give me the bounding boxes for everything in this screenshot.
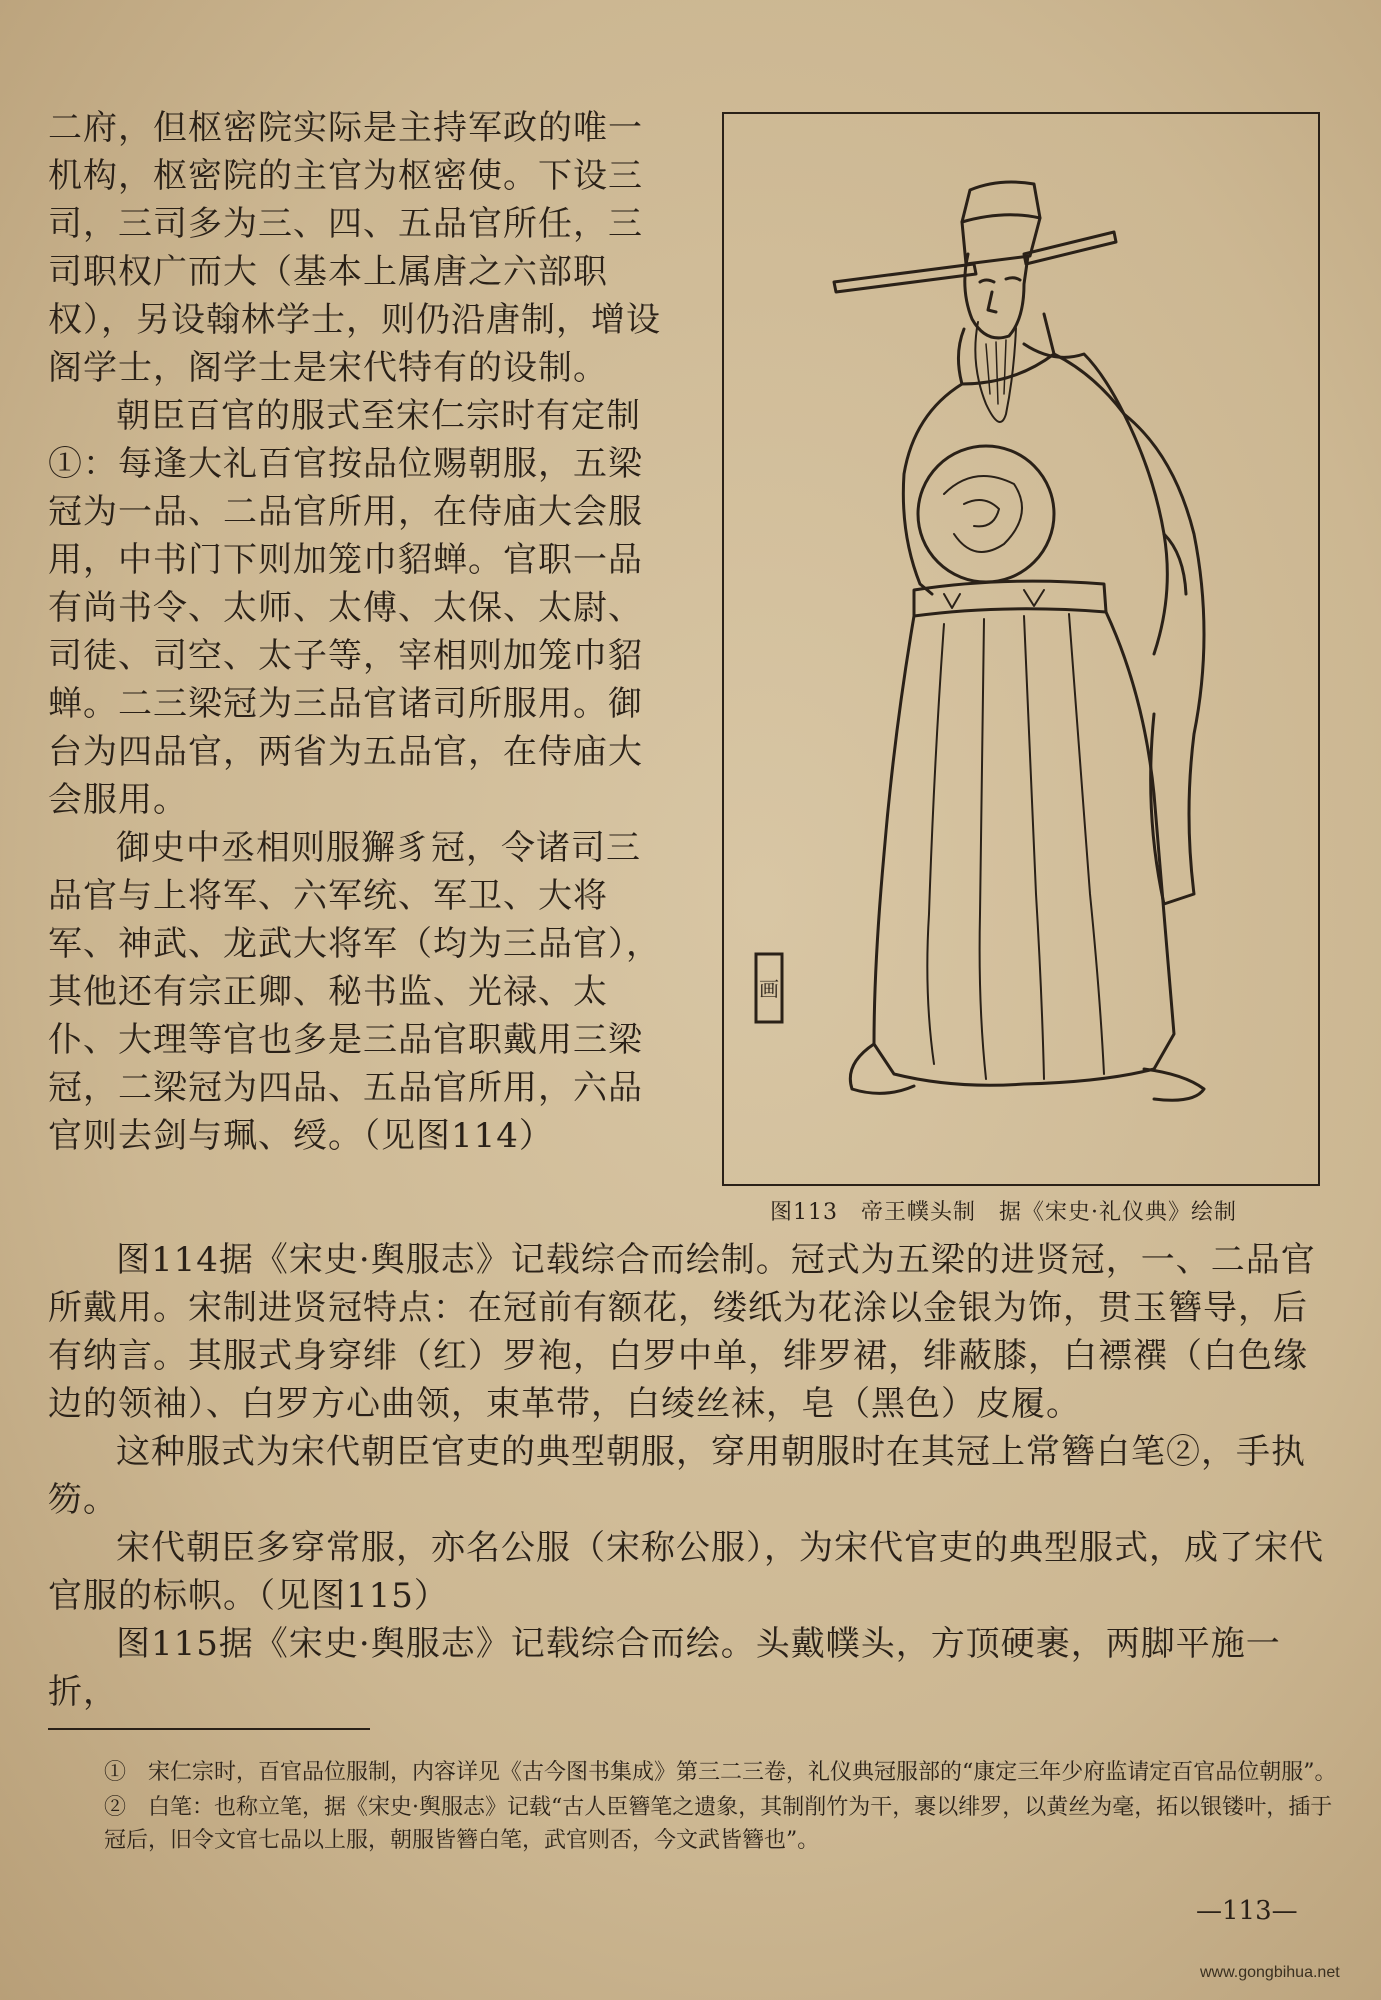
footnote: ② 白笔：也称立笔，据《宋史·舆服志》记载“古人臣簪笔之遗象，其制削竹为干，裹以绯罗，以黄丝为毫，拓以银镂叶，插于冠后，旧令文官七品以上服，朝服皆簪白笔，武官则否，今文武皆簪也”。 [104,1795,1333,1853]
paragraph: 御史中丞相则服獬豸冠，令诸司三品官与上将军、六军统、军卫、大将军、神武、龙武大将军（均为三品官），其他还有宗正卿、秘书监、光禄、太仆、大理等官也多是三品官职戴用三梁冠，二梁冠为四品、五品官所用，六品官则去剑与珮、绶。（见图114） [48,828,661,1156]
footnotes [48,1756,1338,1859]
paragraph: 这种服式为宋代朝臣官吏的典型朝服，穿用朝服时在其冠上常簪白笔②，手执笏。 [48,1432,1306,1520]
paragraph: 宋代朝臣多穿常服，亦名公服（宋称公服），为宋代官吏的典型服式，成了宋代官服的标帜。（见图115） [48,1528,1324,1616]
figure-frame [722,112,1320,1186]
watermark: www.gongbihua.net [1200,1964,1340,1981]
paragraph: 朝臣百官的服式至宋仁宗时有定制①：每逢大礼百官按品位赐朝服，五梁冠为一品、二品官所用，在侍庙大会服用，中书门下则加笼巾貂蝉。官职一品有尚书令、太师、太傅、太保、太尉、司徒、司空、太子等，宰相则加笼巾貂蝉。二三梁冠为三品官诸司所服用。御台为四品官，两省为五品官，在侍庙大会服用。 [48,396,643,820]
full-width-text [48,1236,1338,1716]
left-text-column [48,104,673,1160]
paragraph: 二府，但枢密院实际是主持军政的唯一机构，枢密院的主官为枢密使。下设三司，三司多为三、四、五品官所任，三司职权广而大（基本上属唐之六部职权），另设翰林学士，则仍沿唐制，增设阁学士，阁学士是宋代特有的设制。 [48,108,661,388]
seal-mark: 画 [759,977,779,1001]
paragraph: 图115据《宋史·舆服志》记载综合而绘。头戴幞头，方顶硬裹，两脚平施一折， [48,1624,1281,1712]
figure-caption: 图113 帝王幞头制 据《宋史·礼仪典》绘制 [770,1200,1237,1225]
official-illustration [724,114,1318,1184]
footnote: ① 宋仁宗时，百官品位服制，内容详见《古今图书集成》第三二三卷，礼仪典冠服部的“康定三年少府监请定百官品位朝服”。 [104,1760,1337,1785]
footnote-divider [48,1728,370,1730]
paragraph: 图114据《宋史·舆服志》记载综合而绘制。冠式为五梁的进贤冠，一、二品官所戴用。宋制进贤冠特点：在冠前有额花，缕纸为花涂以金银为饰，贯玉簪导，后有纳言。其服式身穿绯（红）罗袍，白罗中单，绯罗裙，绯蔽膝，白褾襈（白色缘边的领袖）、白罗方心曲领，束革带，白绫丝袜，皂（黑色）皮履。 [48,1240,1316,1424]
page-number: —113— [1196,1896,1298,1926]
